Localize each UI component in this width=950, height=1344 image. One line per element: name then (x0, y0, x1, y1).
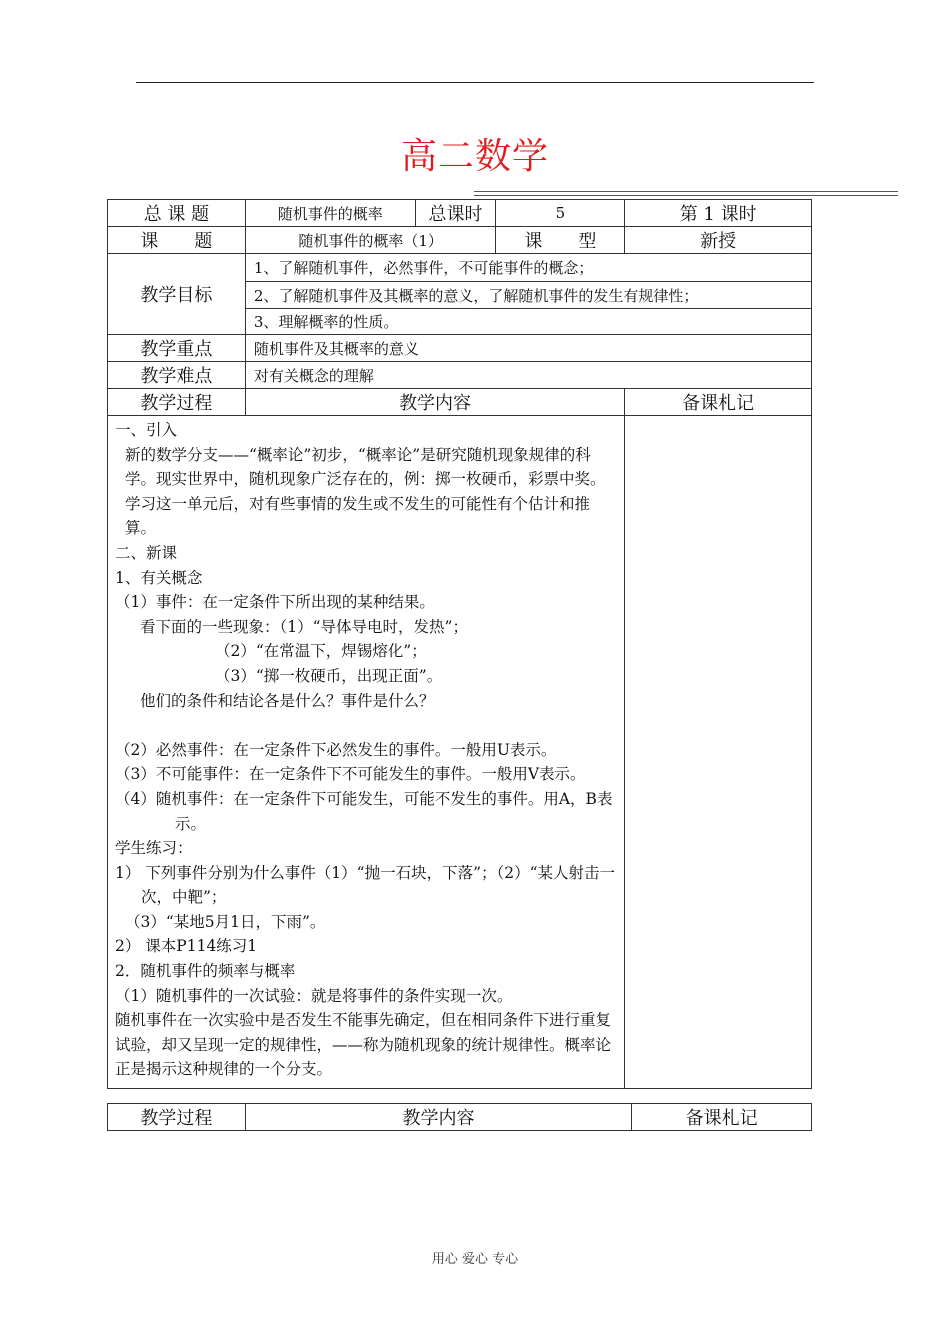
notes-column-header: 备课札记 (632, 1104, 812, 1131)
lesson-content (108, 416, 625, 1089)
spacer (115, 713, 618, 738)
focus-label: 教学重点 (108, 335, 246, 362)
paragraph: 1） 下列事件分别为什么事件（1）“抛一石块，下落”；（2）“某人射击一次，中靶”； (115, 863, 616, 907)
continuation-table (107, 1103, 812, 1131)
section-heading: 二、新课 (115, 543, 178, 562)
lesson-type-label: 课 型 (496, 227, 625, 254)
table-row (108, 200, 812, 227)
section-heading: 一、引入 (115, 421, 178, 439)
goal-item: 3、理解概率的性质。 (245, 309, 811, 335)
subsection-heading: 2．随机事件的频率与概率 (115, 962, 296, 981)
lesson-type-value: 新授 (625, 227, 812, 254)
goals-label: 教学目标 (108, 254, 246, 335)
paragraph: （3）不可能事件：在一定条件下不可能发生的事件。一般用V表示。 (115, 765, 586, 784)
lesson-topic-value: 随机事件的概率（1） (245, 227, 496, 254)
table-row (108, 416, 812, 1089)
notes-column-header: 备课札记 (625, 389, 812, 416)
title-underline-2 (474, 195, 898, 196)
paragraph: （4）随机事件：在一定条件下可能发生，可能不发生的事件。用A，B表示。 (115, 789, 613, 833)
difficulty-value: 对有关概念的理解 (245, 362, 811, 389)
paragraph: （2）必然事件：在一定条件下必然发生的事件。一般用U表示。 (115, 740, 557, 759)
notes-cell (625, 416, 812, 1089)
paragraph: 新的数学分支——“概率论”初步，“概率论”是研究随机现象规律的科学。现实世界中，随机现象广泛存在的，例：掷一枚硬币，彩票中奖。学习这一单元后，对有些事情的发生或不发生的可能性有个估计和推算。 (125, 445, 606, 538)
focus-value: 随机事件及其概率的意义 (245, 335, 811, 362)
header-rule (136, 82, 814, 83)
subsection-heading: 1、有关概念 (115, 568, 203, 587)
process-column-header: 教学过程 (108, 389, 246, 416)
table-row (108, 227, 812, 254)
course-topic-label: 总 课 题 (108, 200, 246, 227)
lesson-topic-label: 课 题 (108, 227, 246, 254)
paragraph: （3）“掷一枚硬币，出现正面”。 (215, 666, 443, 685)
table-row (108, 389, 812, 416)
total-periods-label: 总课时 (415, 200, 496, 227)
goal-item: 2、了解随机事件及其概率的意义，了解随机事件的发生有规律性； (245, 282, 811, 309)
content-column-header: 教学内容 (245, 1104, 631, 1131)
course-topic-value: 随机事件的概率 (245, 200, 415, 227)
paragraph: 2） 课本P114练习1 (115, 937, 258, 956)
paragraph: （1）随机事件的一次试验：就是将事件的条件实现一次。 (115, 986, 513, 1005)
paragraph: 随机事件在一次实验中是否发生不能事先确定，但在相同条件下进行重复试验，却又呈现一定的规律性，——称为随机现象的统计规律性。概率论正是揭示这种规律的一个分支。 (115, 1011, 612, 1079)
period-number: 第 1 课时 (625, 200, 812, 227)
table-row (108, 254, 812, 282)
process-column-header: 教学过程 (108, 1104, 246, 1131)
paragraph: （2）“在常温下，焊锡熔化”； (215, 642, 427, 661)
page-footer: 用心 爱心 专心 (431, 1252, 519, 1267)
paragraph: （3）“某地5月1日，下雨”。 (125, 912, 326, 931)
difficulty-label: 教学难点 (108, 362, 246, 389)
table-row (108, 1104, 812, 1131)
document-title: 高二数学 (400, 136, 549, 177)
goal-item: 1、了解随机事件，必然事件，不可能事件的概念； (245, 254, 811, 282)
table-row (108, 362, 812, 389)
paragraph: 他们的条件和结论各是什么？事件是什么？ (140, 691, 435, 710)
paragraph: 学生练习： (115, 839, 193, 858)
title-underline (474, 191, 898, 192)
total-periods-value: 5 (496, 200, 625, 227)
paragraph: 看下面的一些现象：（1）“导体导电时，发热”； (140, 617, 468, 636)
lesson-plan-table (107, 199, 812, 1089)
content-column-header: 教学内容 (245, 389, 624, 416)
table-row (108, 335, 812, 362)
paragraph: （1）事件：在一定条件下所出现的某种结果。 (115, 593, 435, 612)
